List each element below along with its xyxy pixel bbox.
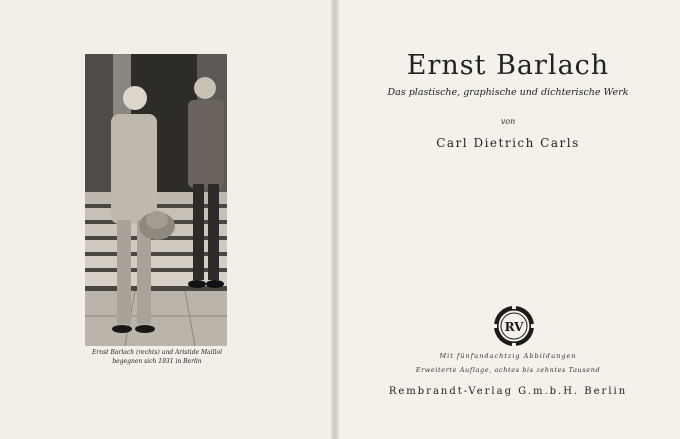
photo-caption: [66, 348, 248, 366]
publisher-line: Rembrandt-Verlag G.m.b.H. Berlin: [388, 386, 628, 397]
caption-line-2: begegnen sich 1931 in Berlin: [112, 358, 202, 365]
illustrations-note: Mit fünfundachtzig Abbildungen: [439, 352, 577, 360]
publisher-logo-icon: [493, 305, 535, 347]
author-name: Carl Dietrich Carls: [436, 136, 580, 150]
by-line: von: [500, 117, 516, 126]
frontispiece-photo: [85, 54, 227, 346]
photo-illustration: [85, 54, 227, 346]
book-subtitle: Das plastische, graphische und dichterische Werk: [387, 87, 629, 98]
svg-text:RV: RV: [504, 320, 524, 334]
edition-note: Erweiterte Auflage, achtes bis zehntes Tausend: [415, 366, 601, 374]
book-title: Ernst Barlach: [406, 50, 610, 81]
caption-line-1: Ernst Barlach (rechts) und Aristide Maillol: [91, 349, 223, 356]
